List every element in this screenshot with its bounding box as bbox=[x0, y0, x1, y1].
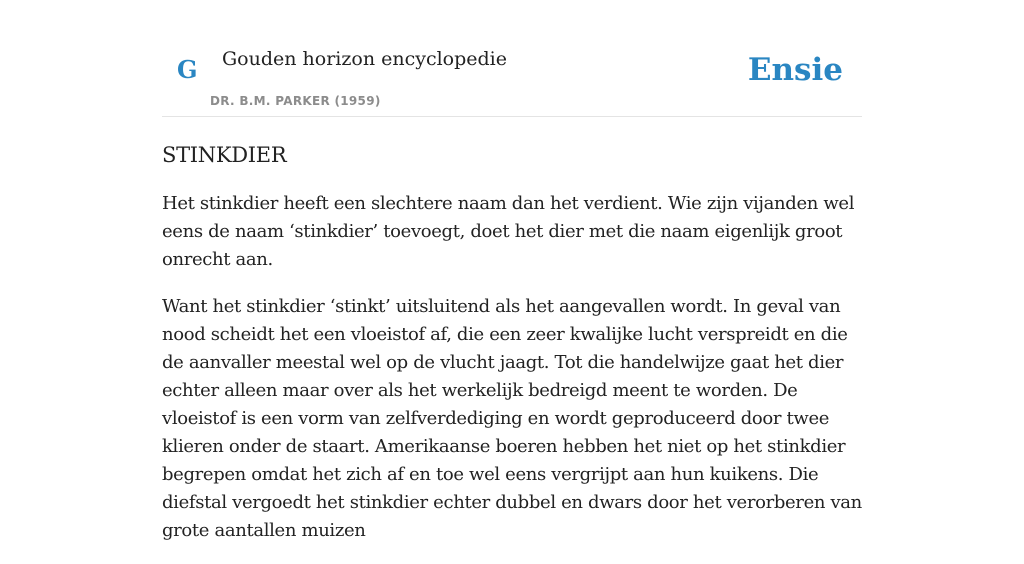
book-logo-icon[interactable]: G bbox=[177, 55, 198, 84]
book-title-link[interactable]: Gouden horizon encyclopedie bbox=[222, 48, 507, 70]
author-label: DR. B.M. PARKER (1959) bbox=[210, 94, 381, 108]
article-headword: STINKDIER bbox=[162, 143, 287, 167]
article-paragraph: Het stinkdier heeft een slechtere naam dan het verdient. Wie zijn vijanden wel eens de naam ‘stinkdier’ toevoegt, doet het dier met die naam eigenlijk groot onrecht aan. bbox=[162, 193, 855, 270]
ensie-logo-link[interactable]: Ensie bbox=[747, 52, 843, 88]
article-paragraph: Want het stinkdier ‘stinkt’ uitsluitend als het aangevallen wordt. In geval van nood scheidt het een vloeistof af, die een zeer kwalijke lucht verspreidt en die de aanvaller meestal wel op de vlucht jaagt. Tot die handelwijze gaat het dier echter alleen maar over als het werkelijk bedreigd meent te worden. De vloeistof is een vorm van zelfverdediging en wordt geproduceerd door twee klieren onder de staart. Amerikaanse boeren hebben het niet op het stinkdier begrepen omdat het zich af en toe wel eens vergrijpt aan hun kuikens. Die diefstal vergoedt het stinkdier echter dubbel en dwars door het verorberen van grote aantallen muizen bbox=[162, 296, 862, 541]
article bbox=[162, 138, 866, 564]
header bbox=[162, 0, 862, 117]
